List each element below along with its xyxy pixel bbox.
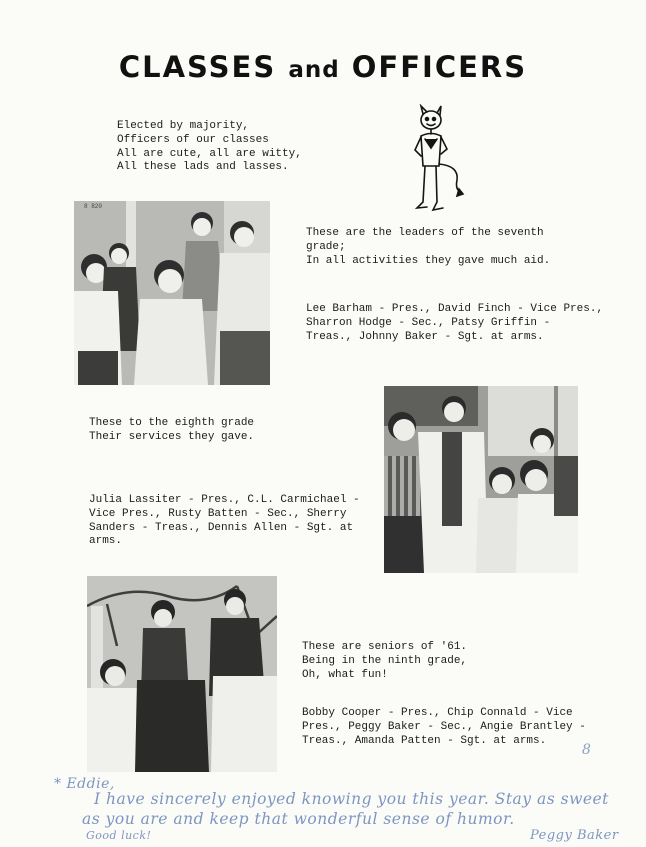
eighth-grade-verse: These to the eighth grade Their services they gave. bbox=[89, 417, 255, 443]
ninth-grade-verse: These are seniors of '61. Being in the ninth grade, Oh, what fun! bbox=[302, 641, 468, 681]
seventh-grade-officers-photo bbox=[74, 201, 270, 385]
title-word-classes: CLASSES bbox=[118, 50, 277, 84]
photo-print-label: 8 820 bbox=[84, 203, 103, 210]
seventh-grade-verse: These are the leaders of the seventh grade; In all activities they gave much aid. bbox=[306, 227, 551, 267]
intro-poem: Elected by majority, Officers of our classes All are cute, all are witty, All these lads and lasses. bbox=[117, 120, 302, 174]
eighth-grade-officers-photo bbox=[384, 386, 578, 573]
handwritten-signature: Peggy Baker bbox=[530, 828, 619, 843]
handwritten-message-line-2: as you are and keep that wonderful sense of humor. bbox=[82, 810, 515, 828]
title-word-and: and bbox=[288, 57, 340, 83]
handwritten-message-line-1: I have sincerely enjoyed knowing you this year. Stay as sweet bbox=[94, 790, 609, 808]
page-title bbox=[0, 50, 646, 84]
devil-mascot-illustration bbox=[405, 104, 467, 216]
eighth-grade-officers: Julia Lassiter - Pres., C.L. Carmichael - Vice Pres., Rusty Batten - Sec., Sherry Sanders - Treas., Dennis Allen - Sgt. at arms. bbox=[89, 494, 360, 548]
title-word-officers: OFFICERS bbox=[351, 50, 528, 84]
seventh-grade-officers: Lee Barham - Pres., David Finch - Vice Pres., Sharron Hodge - Sec., Patsy Griffin - Treas., Johnny Baker - Sgt. at arms. bbox=[306, 303, 604, 343]
handwritten-salutation: * Eddie, bbox=[54, 776, 115, 792]
ninth-grade-officers-photo bbox=[87, 576, 277, 772]
handwritten-message-line-3: Good luck! bbox=[86, 829, 152, 842]
ninth-grade-officers: Bobby Cooper - Pres., Chip Connald - Vice Pres., Peggy Baker - Sec., Angie Brantley - Treas., Amanda Patten - Sgt. at arms. bbox=[302, 707, 586, 747]
page-number: 8 bbox=[582, 742, 591, 758]
